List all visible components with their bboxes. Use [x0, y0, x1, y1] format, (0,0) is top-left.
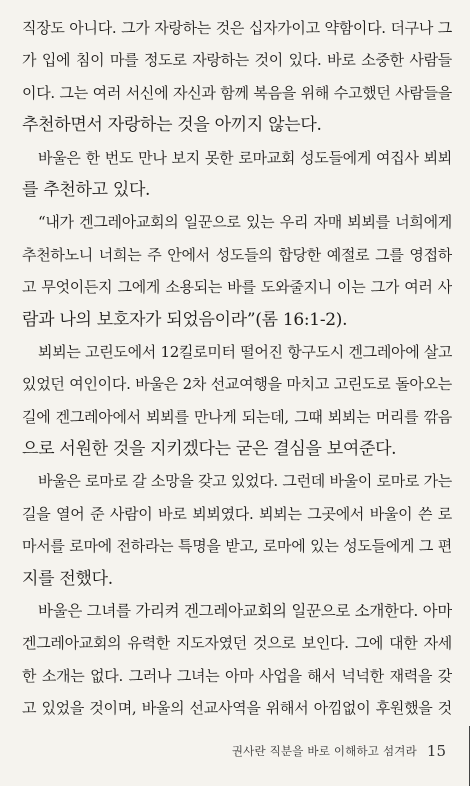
text-line: 마서를 로마에 전하라는 특명을 받고, 로마에 있는 성도들에게 그 편: [22, 537, 452, 556]
text-line: 바울은 한 번도 만나 보지 못한 로마교회 성도들에게 여집사 뵈뵈: [38, 148, 452, 167]
text-line: 고 있었을 것이며, 바울의 선교사역을 위해서 아낌없이 후원했을 것: [22, 699, 452, 718]
text-line: 가 입에 침이 마를 정도로 자랑하는 것이 있다. 바로 소중한 사람들: [22, 51, 452, 70]
text-line: 길을 열어 준 사람이 바로 뵈뵈였다. 뵈뵈는 그곳에서 바울이 쓴 로: [22, 504, 452, 523]
text-line: 바울은 그녀를 가리켜 겐그레아교회의 일꾼으로 소개한다. 아마: [38, 602, 452, 621]
text-line: 뵈뵈는 고린도에서 12킬로미터 떨어진 항구도시 겐그레아에 살고: [38, 342, 452, 361]
page-number: 15: [426, 742, 446, 760]
running-title: 권사란 직분을 바로 이해하고 섬겨라: [231, 744, 417, 758]
text-line: 한 소개는 없다. 그러나 그녀는 아마 사업을 해서 넉넉한 재력을 갖: [22, 666, 452, 685]
text-line: 바울은 로마로 갈 소망을 갖고 있었다. 그런데 바울이 로마로 가는: [38, 472, 452, 491]
text-line: 람과 나의 보호자가 되었음이라”(롬 16:1-2).: [22, 309, 348, 330]
text-line: 를 추천하고 있다.: [22, 179, 151, 200]
text-line: 직장도 아니다. 그가 자랑하는 것은 십자가이고 약함이다. 더구나 그: [22, 19, 452, 37]
text-line: 으로 서원한 것을 지키겠다는 굳은 결심을 보여준다.: [22, 439, 397, 460]
text-line: 길에 겐그레아에서 뵈뵈를 만나게 되는데, 그때 뵈뵈는 머리를 깎음: [22, 407, 452, 426]
text-line: 이다. 그는 여러 서신에 자신과 함께 복음을 위해 수고했던 사람들을: [22, 83, 452, 102]
text-line: 추천하면서 자랑하는 것을 아끼지 않는다.: [22, 115, 322, 136]
text-line: 지를 전했다.: [22, 568, 113, 589]
text-line: 고 무엇이든지 그에게 소용되는 바를 도와줄지니 이는 그가 여러 사: [22, 278, 452, 297]
body-text: [22, 12, 452, 725]
text-line: 추천하노니 너희는 주 안에서 성도들의 합당한 예절로 그를 영접하: [22, 245, 452, 264]
text-line: “내가 겐그레아교회의 일꾼으로 있는 우리 자매 뵈뵈를 너희에게: [38, 213, 452, 232]
text-line: 겐그레아교회의 유력한 지도자였던 것으로 보인다. 그에 대한 자세: [22, 634, 452, 653]
text-line: 있었던 여인이다. 바울은 2차 선교여행을 마치고 고린도로 돌아오는: [22, 375, 452, 394]
page-footer: [232, 742, 446, 760]
